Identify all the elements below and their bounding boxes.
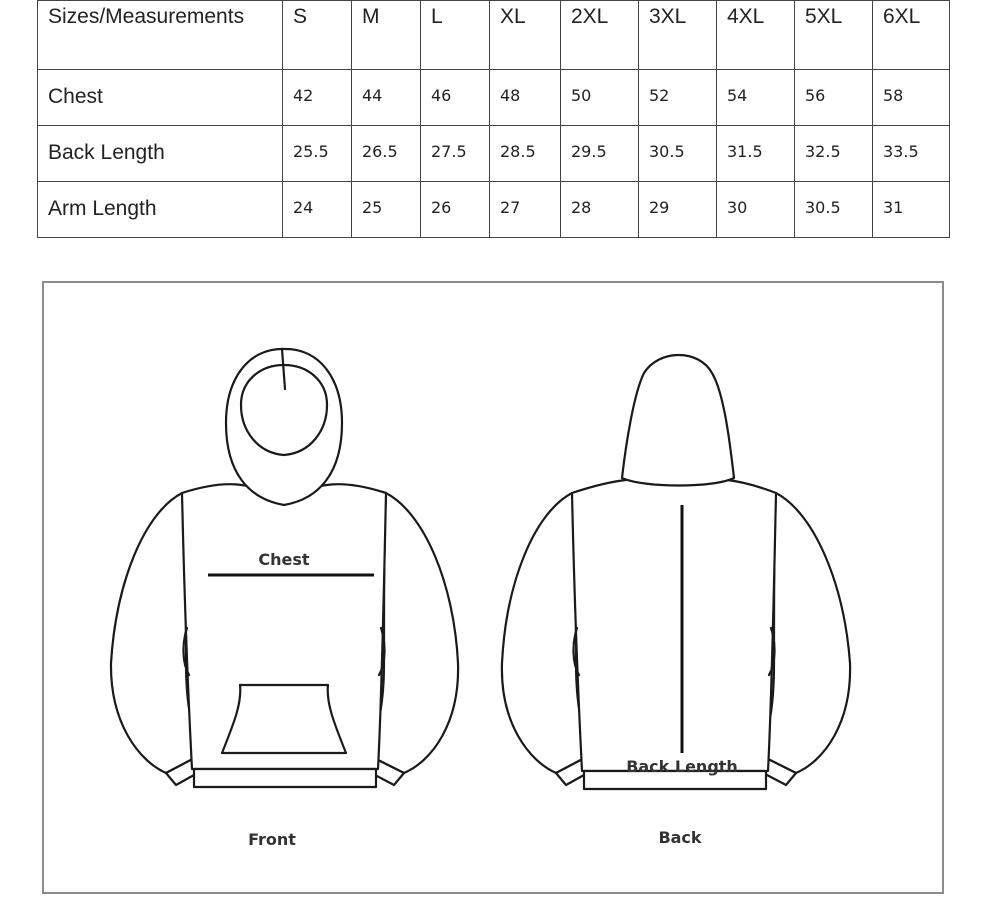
table-cell: 31.5 (717, 126, 795, 182)
back-hoodie-illustration (502, 355, 850, 789)
table-cell: 26 (421, 182, 490, 238)
size-header: XL (490, 1, 561, 70)
table-cell: 29 (639, 182, 717, 238)
table-cell: 32.5 (795, 126, 873, 182)
table-cell: 27.5 (421, 126, 490, 182)
table-cell: 26.5 (352, 126, 421, 182)
table-cell: 30.5 (639, 126, 717, 182)
header-label: Sizes/Measurements (38, 1, 283, 70)
table-row-back-length (38, 126, 950, 182)
table-cell: 33.5 (873, 126, 950, 182)
table-row-chest (38, 70, 950, 126)
table-cell: 25 (352, 182, 421, 238)
table-cell: 31 (873, 182, 950, 238)
table-cell: 25.5 (283, 126, 352, 182)
table-cell: 52 (639, 70, 717, 126)
table-cell: 29.5 (561, 126, 639, 182)
hoodie-diagram-panel (42, 281, 944, 894)
back-caption: Back (658, 828, 702, 847)
size-header: 5XL (795, 1, 873, 70)
table-cell: 56 (795, 70, 873, 126)
table-cell: 58 (873, 70, 950, 126)
size-header: 4XL (717, 1, 795, 70)
table-cell: 28.5 (490, 126, 561, 182)
table-cell: 27 (490, 182, 561, 238)
size-header: S (283, 1, 352, 70)
table-cell: 50 (561, 70, 639, 126)
size-header: 3XL (639, 1, 717, 70)
table-cell: 42 (283, 70, 352, 126)
table-cell: 44 (352, 70, 421, 126)
size-header: 6XL (873, 1, 950, 70)
size-header: L (421, 1, 490, 70)
back-length-label: Back Length (626, 757, 738, 776)
size-header: 2XL (561, 1, 639, 70)
table-cell: 30 (717, 182, 795, 238)
chest-label: Chest (258, 550, 310, 569)
table-cell: 24 (283, 182, 352, 238)
hoodie-measurement-diagram (44, 283, 942, 892)
table-cell: 28 (561, 182, 639, 238)
size-header-row (38, 1, 950, 70)
table-cell: 30.5 (795, 182, 873, 238)
table-row-arm-length (38, 182, 950, 238)
size-chart-table (37, 0, 950, 238)
table-cell: 46 (421, 70, 490, 126)
front-caption: Front (248, 830, 296, 849)
row-label: Back Length (38, 126, 283, 182)
row-label: Arm Length (38, 182, 283, 238)
row-label: Chest (38, 70, 283, 126)
size-header: M (352, 1, 421, 70)
table-cell: 54 (717, 70, 795, 126)
table-cell: 48 (490, 70, 561, 126)
